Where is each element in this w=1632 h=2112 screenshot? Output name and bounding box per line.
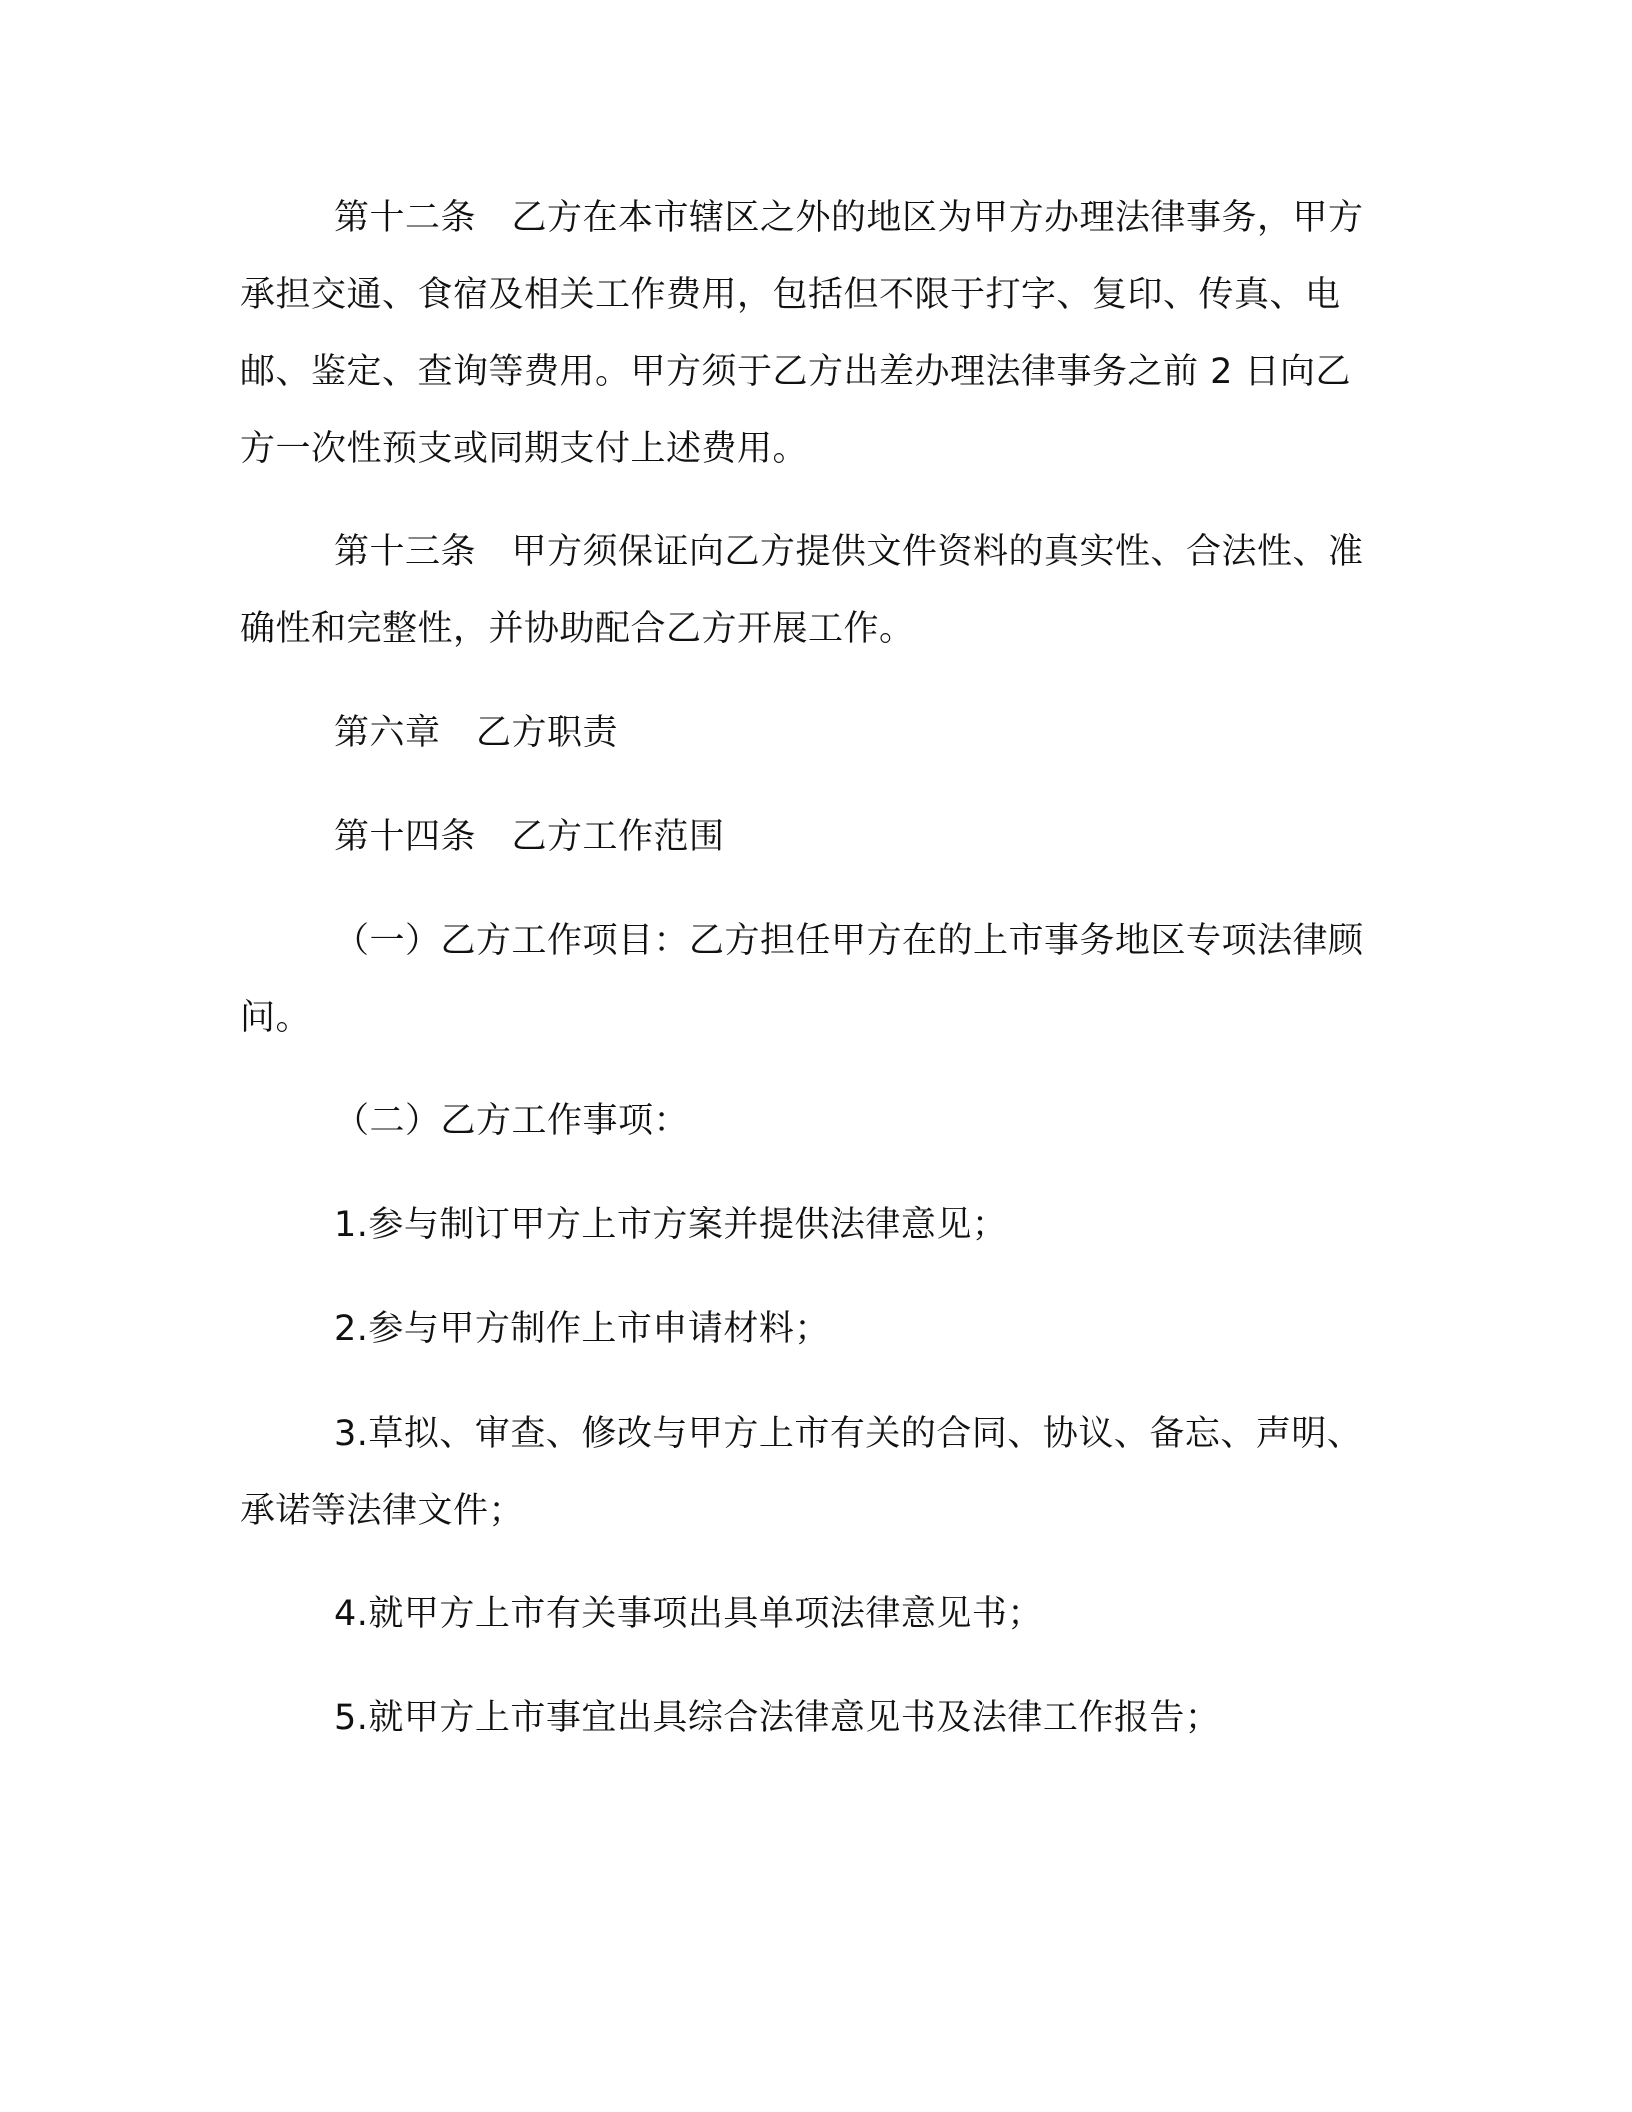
chapter-6-heading: 第六章 乙方职责 xyxy=(334,713,619,753)
article-14-heading: 第十四条 乙方工作范围 xyxy=(334,817,725,857)
list-item-3: 3.草拟、审查、修改与甲方上市有关的合同、协议、备忘、声明、承诺等法律文件； xyxy=(240,1414,1363,1531)
article-12-paragraph: 第十二条 乙方在本市辖区之外的地区为甲方办理法律事务，甲方承担交通、食宿及相关工作费用，包括但不限于打字、复印、传真、电邮、鉴定、查询等费用。甲方须于乙方出差办理法律事务之前 2 日向乙方一次性预支或同期支付上述费用。 xyxy=(240,198,1364,469)
article-13-paragraph: 第十三条 甲方须保证向乙方提供文件资料的真实性、合法性、准确性和完整性，并协助配合乙方开展工作。 xyxy=(240,532,1364,649)
list-item-4: 4.就甲方上市有关事项出具单项法律意见书； xyxy=(334,1594,1043,1634)
list-item-1: 1.参与制订甲方上市方案并提供法律意见； xyxy=(334,1205,1008,1245)
list-item-5: 5.就甲方上市事宜出具综合法律意见书及法律工作报告； xyxy=(334,1698,1221,1738)
list-item-2: 2.参与甲方制作上市申请材料； xyxy=(334,1309,830,1349)
work-item-paragraph: （一）乙方工作项目：乙方担任甲方在的上市事务地区专项法律顾问。 xyxy=(240,921,1364,1038)
work-matters-heading: （二）乙方工作事项： xyxy=(334,1101,690,1141)
